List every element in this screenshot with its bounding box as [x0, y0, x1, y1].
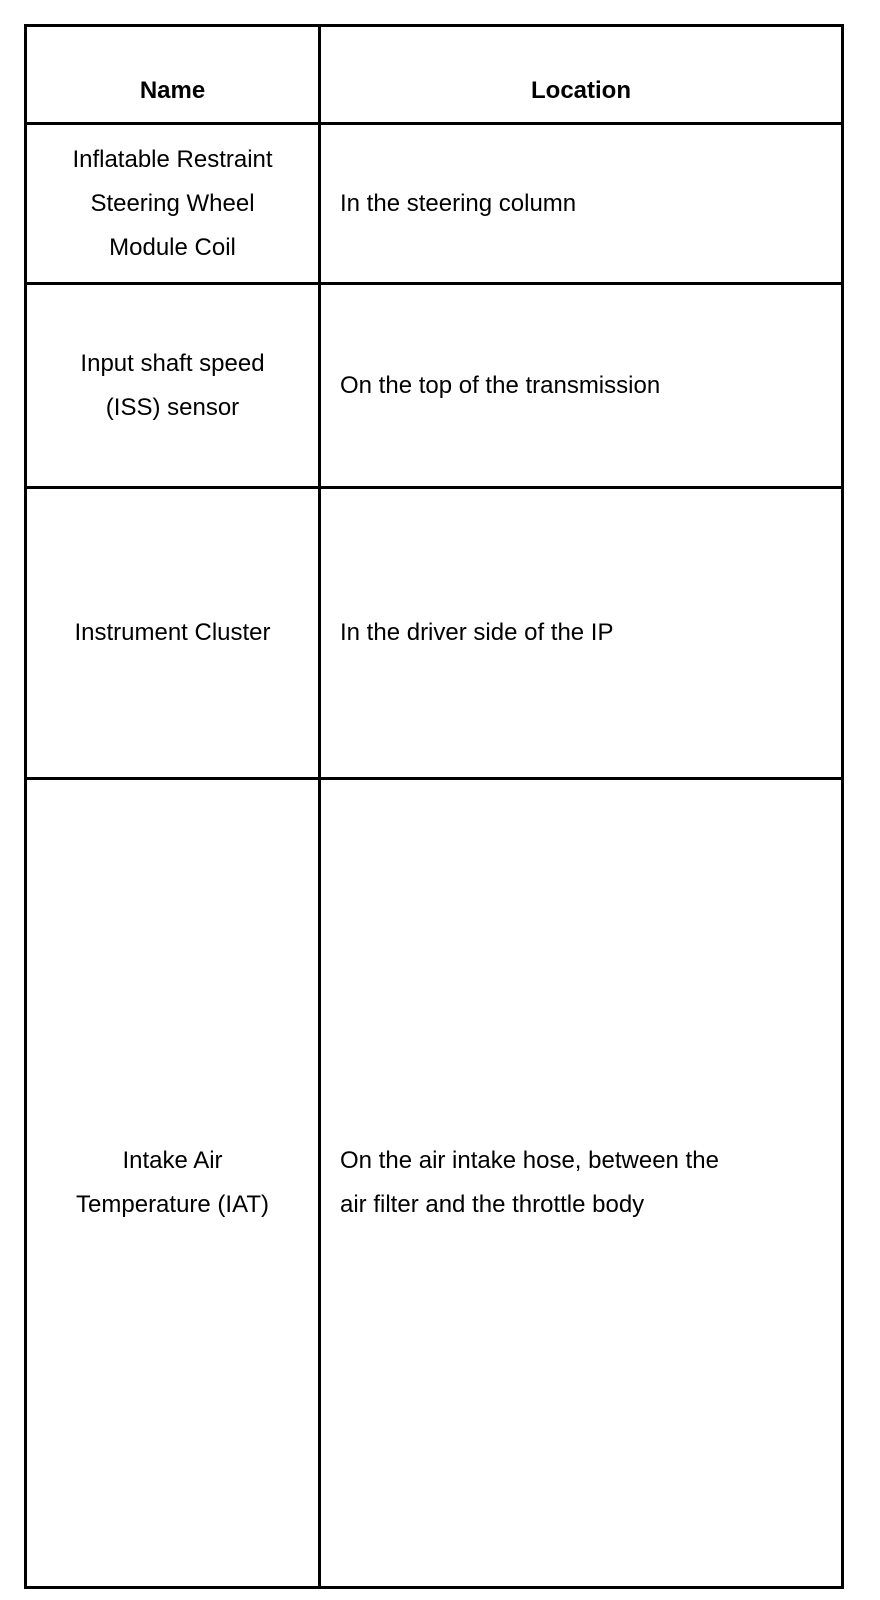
- column-divider: [318, 24, 321, 1589]
- header-location-label: Location: [531, 77, 631, 104]
- header-location: [321, 27, 841, 123]
- cell-location-text: On the air intake hose, between the air filter and the throttle body: [340, 1147, 719, 1218]
- table-row-1-location: [340, 125, 810, 282]
- cell-location-text: On the top of the transmission: [340, 371, 661, 399]
- cell-name-text: Instrument Cluster: [74, 619, 271, 646]
- table-row-3-name: [27, 489, 318, 777]
- table-row-3-location: [340, 489, 810, 777]
- table-row-2-location: [340, 285, 810, 486]
- cell-name-text: Input shaft speed (ISS) sensor: [80, 349, 265, 421]
- table-row-2-name: [27, 285, 318, 486]
- table-row-4-name: [27, 780, 318, 1586]
- cell-location-text: In the driver side of the IP: [340, 619, 614, 646]
- table-row-1-name: [27, 125, 318, 282]
- cell-name-text: Inflatable Restraint Steering Wheel Module Coil: [72, 145, 273, 261]
- table-right-border: [841, 24, 844, 1589]
- header-name: [27, 27, 318, 123]
- table-row-4-location: [340, 780, 810, 1586]
- header-name-label: Name: [139, 77, 206, 104]
- cell-name-text: Intake Air Temperature (IAT): [76, 1147, 269, 1218]
- cell-location-text: In the steering column: [340, 189, 577, 217]
